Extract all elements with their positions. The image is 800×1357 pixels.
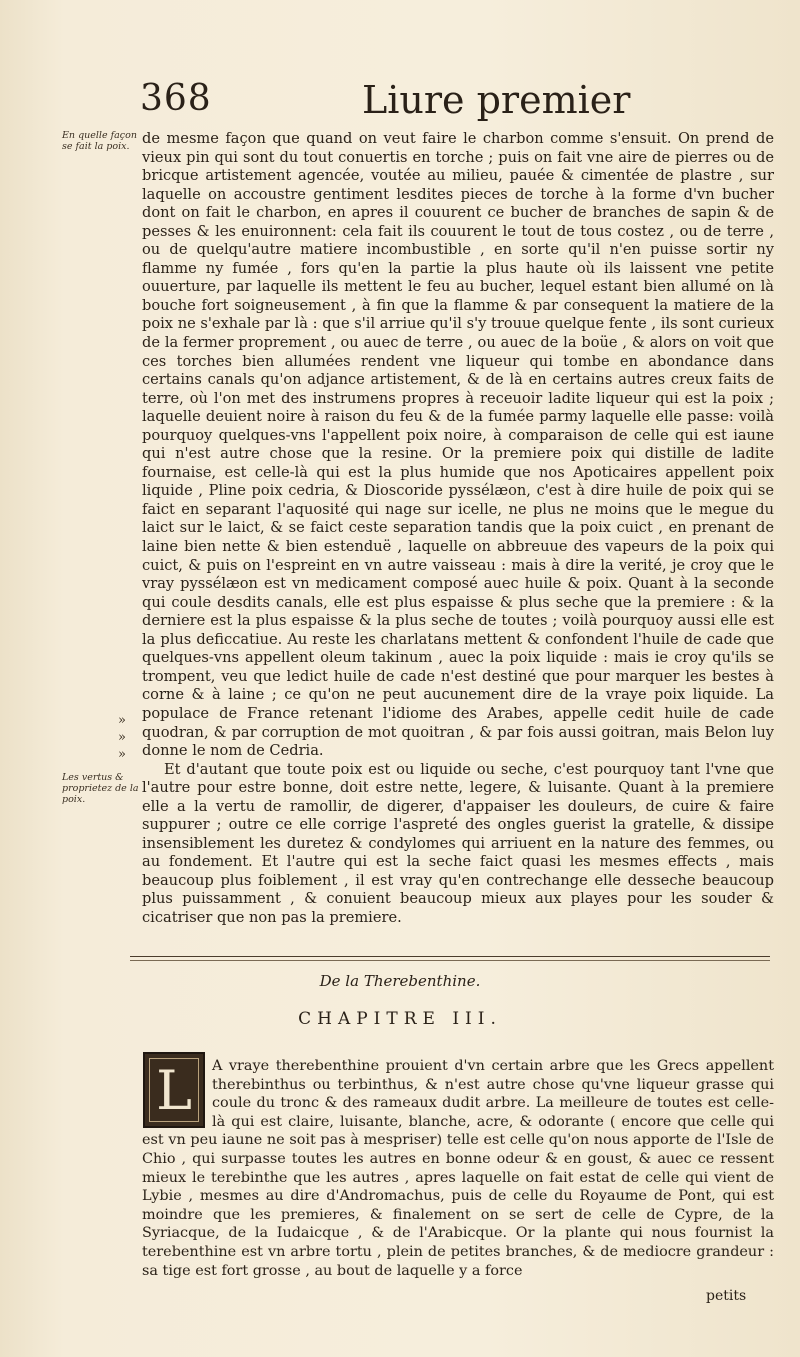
chapter-text <box>142 1057 774 1280</box>
drop-cap-letter: L <box>156 1058 192 1122</box>
catchword: petits <box>706 1288 747 1304</box>
page-header <box>140 78 780 128</box>
chapter-heading: CHAPITRE III. <box>298 1009 502 1029</box>
chapter-paragraph: A vraye therebenthine prouient d'vn certain arbre que les Grecs appellent therebinthus ou terbinthus, & n'est autre chose qu'vne liqueur grasse qui coule du tronc & des rameaux dudit arbre. La meilleure de toutes est celle-là qui est claire, luisante, blanche, acre, & odorante ( encore que celle qui est vn peu iaune ne soit pas à mespriser) telle est celle qu'on nous apporte de l'Isle de Chio , qui surpasse toutes les autres en bonne odeur & en goust, & auec ce ressent mieux le terebinthe que les autres , apres laquelle on fait estat de celle qui vient de Lybie , mesmes au dire d'Andromachus, puis de celle du Royaume de Pont, qui est moindre que les premieres, & finalement on se sert de celle de Cypre, de la Syriacque, de la Iudaicque , & de l'Arabicque. Or la plante qui nous fournist la terebenthine est vn arbre tortu , plein de petites branches, & de mediocre grandeur : sa tige est fort grosse , au bout de laquelle y a force <box>142 1058 774 1279</box>
margin-note-poix: En quelle façon se fait la poix. <box>62 130 137 152</box>
section-title: De la Therebenthine. <box>319 972 481 990</box>
margin-note-vertus: Les vertus & proprietez de la poix. <box>62 772 139 805</box>
running-title: Liure premier <box>362 78 631 122</box>
paragraph-vertus: Et d'autant que toute poix est ou liquide ou seche, c'est pourquoy tant l'vne que l'autre pour estre bonne, doit estre nette, legere, & luisante. Quant à la premiere elle a la vertu de ramollir, de digerer, d'appaiser les douleurs, de cuire & faire suppurer ; outre ce elle corrige l'aspreté des ongles guerist la gratelle, & dissipe insensiblement les duretez & condylomes qui arriuent en la nature des femmes, ou au fondement. Et l'autre qui est la seche faict quasi les mesmes effects , mais beaucoup plus foiblement , il est vray qu'en contrechange elle desseche beaucoup plus puissamment , & conuient beaucoup mieux aux playes pour les souder & cicatriser que non pas la premiere. <box>142 760 774 926</box>
drop-cap-space <box>142 1057 212 1129</box>
main-text <box>142 130 774 928</box>
page-number: 368 <box>140 78 212 119</box>
section-rule-thin <box>130 960 770 961</box>
paragraph-poix: de mesme façon que quand on veut faire le charbon comme s'ensuit. On prend de vieux pin qui sont du tout conuertis en torche ; puis on fait vne aire de pierres ou de bricque artistement agencée, voutée au milieu, pauée & cimentée de plastre , sur laquelle on accoustre gentiment lesdites pieces de torche à la forme d'vn bucher dont on fait le charbon, en apres il couurent ce bucher de branches de sapin & de pesses & les enuironnent: cela fait ils couurent le tout de tous costez , ou de terre , ou de quelqu'autre matiere incombustible , en sorte qu'il n'en puisse sortir ny flamme ny fumée , fors qu'en la partie la plus haute où ils laissent vne petite ouuerture, par laquelle ils mettent le feu au bucher, lequel estant bien allumé on là bouche fort soigneusement , à fin que la flamme & par consequent la matiere de la poix ne s'exhale par là : que s'il arriue qu'il s'y trouue quelque fente , ils sont curieux de la fermer proprement , ou auec de terre , ou auec de la boüe , & alors on voit que ces torches bien allumées rendent vne liqueur qui tombe en abondance dans certains canals qu'on adjance artistement, & de là en certains autres creux faits de terre, où l'on met des instrumens propres à receuoir ladite liqueur qui est la poix ; laquelle deuient noire à raison du feu & de la fumée parmy laquelle elle passe: voilà pourquoy quelques-vns l'appellent poix noire, à comparaison de celle qui est iaune qui n'est autre chose que la resine. Or la premiere poix qui distille de ladite fournaise, est celle-là qui est la plus humide que nos Apoticaires appellent poix liquide , Pline poix cedria, & Dioscoride pyssélæon, c'est à dire huile de poix qui se faict en separant l'aquosité qui nage sur icelle, ne plus ne moins que le megue du laict sur le laict, & se faict ceste separation tandis que la poix cuict , en prenant de laine bien nette & bien estenduë , laquelle on abbreuue des vapeurs de la poix qui cuict, & puis on l'espreint en vn autre vaisseau : mais à dire la verité, je croy que le vray pyssélæon est vn medicament composé auec huile & poix. Quant à la seconde qui coule desdits canals, elle est plus espaisse & plus seche que la premiere : & la derniere est la plus espaisse & la plus seche de toutes ; voilà pourquoy aussi elle est la plus deficcatiue. Au reste les charlatans mettent & confondent l'huile de cade que quelques-vns appellent oleum takinum , auec la poix liquide : mais ie croy qu'ils se trompent, veu que ledict huile de cade n'est destiné que pour marquer les bestes à corne & à laine ; ce qu'on ne peut aucunement dire de la vraye poix liquide. La populace de France retenant l'idiome des Arabes, appelle cedit huile de cade quodran, & par corruption de mot quoitran , & par fois aussi goitran, mais Belon luy donne le nom de Cedria. <box>142 130 774 760</box>
section-rule <box>130 956 770 957</box>
quotation-marks: » » » <box>118 713 126 762</box>
